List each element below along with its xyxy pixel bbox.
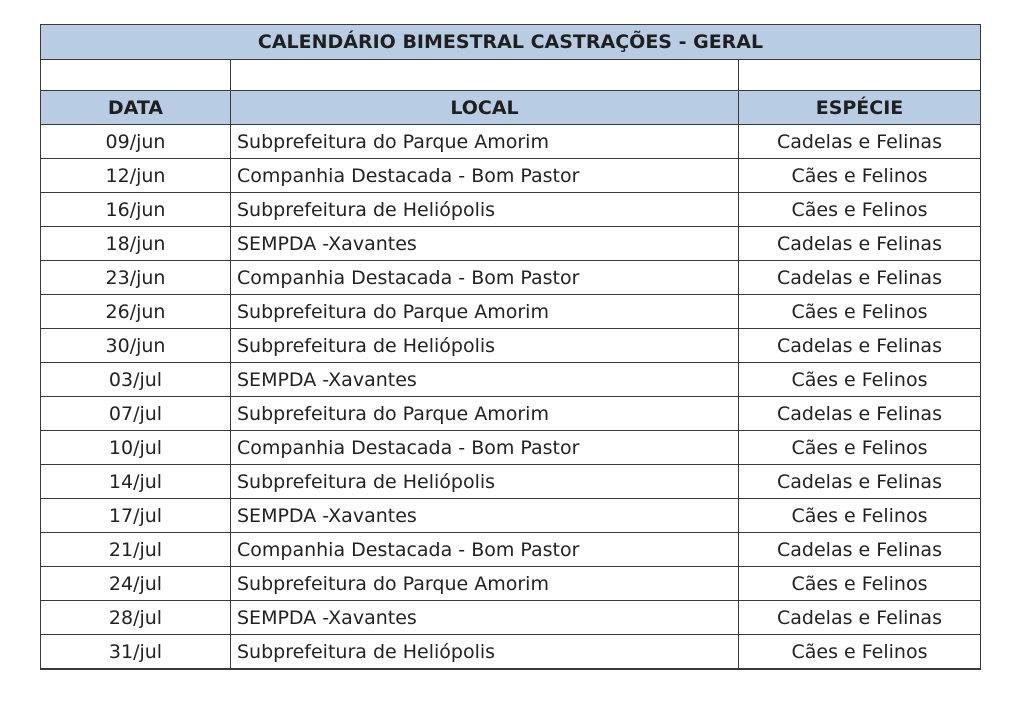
date-cell: 14/jul [41, 465, 231, 499]
table-row [41, 465, 981, 499]
local-cell: Subprefeitura de Heliópolis [231, 193, 739, 227]
date-cell: 03/jul [41, 363, 231, 397]
local-cell: SEMPDA -Xavantes [231, 499, 739, 533]
table-row [41, 431, 981, 465]
date-cell: 28/jul [41, 601, 231, 635]
species-cell: Cães e Felinos [739, 499, 981, 533]
date-cell: 07/jul [41, 397, 231, 431]
table-row [41, 193, 981, 227]
table-row [41, 261, 981, 295]
castration-calendar-table [40, 24, 981, 670]
date-cell: 21/jul [41, 533, 231, 567]
header-species: ESPÉCIE [739, 91, 981, 125]
table-row [41, 601, 981, 635]
date-cell: 31/jul [41, 635, 231, 670]
species-cell: Cães e Felinos [739, 635, 981, 670]
header-local: LOCAL [231, 91, 739, 125]
species-cell: Cadelas e Felinas [739, 465, 981, 499]
table-row [41, 397, 981, 431]
table-row [41, 635, 981, 670]
local-cell: Companhia Destacada - Bom Pastor [231, 431, 739, 465]
species-cell: Cães e Felinos [739, 567, 981, 601]
local-cell: Subprefeitura de Heliópolis [231, 329, 739, 363]
species-cell: Cães e Felinos [739, 159, 981, 193]
local-cell: Subprefeitura do Parque Amorim [231, 125, 739, 159]
species-cell: Cães e Felinos [739, 193, 981, 227]
local-cell: Subprefeitura do Parque Amorim [231, 295, 739, 329]
species-cell: Cadelas e Felinas [739, 227, 981, 261]
date-cell: 26/jun [41, 295, 231, 329]
species-cell: Cães e Felinos [739, 295, 981, 329]
table-title: CALENDÁRIO BIMESTRAL CASTRAÇÕES - GERAL [41, 25, 981, 60]
species-cell: Cães e Felinos [739, 431, 981, 465]
header-date: DATA [41, 91, 231, 125]
header-row [41, 91, 981, 125]
date-cell: 10/jul [41, 431, 231, 465]
date-cell: 18/jun [41, 227, 231, 261]
local-cell: Companhia Destacada - Bom Pastor [231, 261, 739, 295]
species-cell: Cadelas e Felinas [739, 601, 981, 635]
blank-row [41, 60, 981, 91]
local-cell: Subprefeitura de Heliópolis [231, 635, 739, 670]
title-row [41, 25, 981, 60]
local-cell: SEMPDA -Xavantes [231, 363, 739, 397]
table-row [41, 499, 981, 533]
table-row [41, 567, 981, 601]
date-cell: 16/jun [41, 193, 231, 227]
local-cell: SEMPDA -Xavantes [231, 601, 739, 635]
blank-cell [231, 60, 739, 91]
date-cell: 09/jun [41, 125, 231, 159]
blank-cell [41, 60, 231, 91]
local-cell: Companhia Destacada - Bom Pastor [231, 533, 739, 567]
table-row [41, 363, 981, 397]
table-row [41, 227, 981, 261]
local-cell: Subprefeitura de Heliópolis [231, 465, 739, 499]
date-cell: 30/jun [41, 329, 231, 363]
table-row [41, 125, 981, 159]
local-cell: Companhia Destacada - Bom Pastor [231, 159, 739, 193]
table-row [41, 295, 981, 329]
species-cell: Cadelas e Felinas [739, 533, 981, 567]
local-cell: Subprefeitura do Parque Amorim [231, 567, 739, 601]
table-row [41, 533, 981, 567]
blank-cell [739, 60, 981, 91]
species-cell: Cadelas e Felinas [739, 261, 981, 295]
species-cell: Cadelas e Felinas [739, 329, 981, 363]
date-cell: 17/jul [41, 499, 231, 533]
date-cell: 24/jul [41, 567, 231, 601]
local-cell: SEMPDA -Xavantes [231, 227, 739, 261]
table-row [41, 329, 981, 363]
species-cell: Cadelas e Felinas [739, 125, 981, 159]
date-cell: 12/jun [41, 159, 231, 193]
species-cell: Cadelas e Felinas [739, 397, 981, 431]
local-cell: Subprefeitura do Parque Amorim [231, 397, 739, 431]
species-cell: Cães e Felinos [739, 363, 981, 397]
table-row [41, 159, 981, 193]
date-cell: 23/jun [41, 261, 231, 295]
